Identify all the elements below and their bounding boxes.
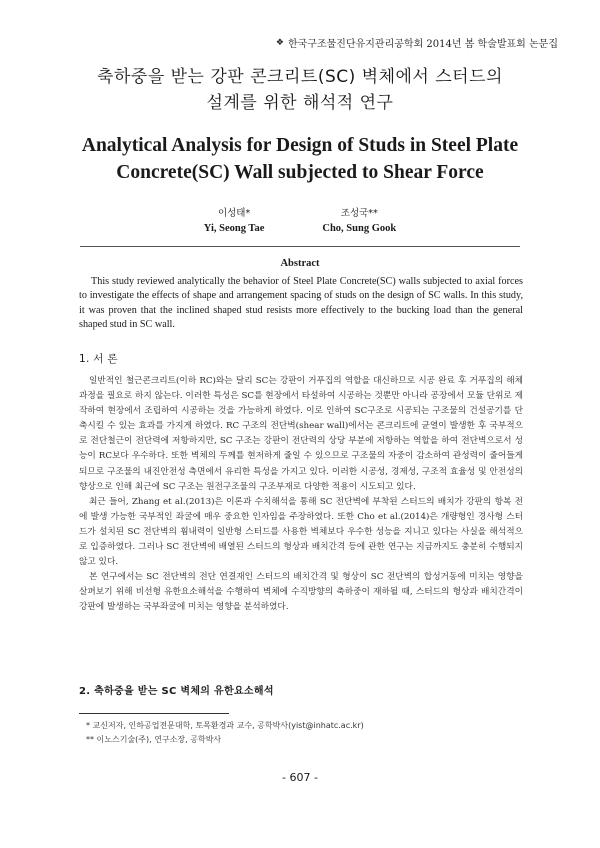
section-1-paragraph: 본 연구에서는 SC 전단벽의 전단 연결재인 스터드의 배치간격 및 형상이 SC 전단벽의 합성거동에 미치는 영향을 살펴보기 위해 비선형 유한요소해석을 수행하여 벽체에 수직방향의 축하중이 재하될 때, 스터드의 형상과 배치간격이 강판에 발생하는 국부좌굴에 미치는 영향을 분석하였다. — [79, 572, 523, 613]
page-number: - 607 - — [282, 771, 318, 784]
korean-title-line1: 축하중을 받는 강판 콘크리트(SC) 벽체에서 스터드의 — [97, 67, 503, 87]
section-2-heading: 2. 축하중을 받는 SC 벽체의 유한요소해석 — [79, 686, 274, 697]
author-2 — [322, 206, 396, 236]
footnote-divider — [79, 713, 229, 714]
english-title — [40, 132, 560, 186]
title-divider — [80, 246, 520, 247]
footnotes — [86, 719, 364, 746]
korean-title — [40, 64, 560, 116]
author-1-korean-name: 이성태* — [217, 208, 251, 219]
author-2-korean-name: 조성국** — [340, 208, 378, 219]
section-1-body — [79, 374, 523, 616]
footnote-1: * 교신저자, 인하공업전문대학, 토목환경과 교수, 공학박사(yist@inhatc.ac.kr) — [86, 721, 364, 730]
korean-title-line2: 설계를 위한 해석적 연구 — [206, 93, 394, 113]
abstract-text: This study reviewed analytically the behavior of Steel Plate Concrete(SC) walls subjected to axial forces to investigate the effects of shape and arrangement spacing of studs on the design of SC walls. In this study, it was proven that the inclined shaped stud resists more effectively to the bucking load than the general shaped stud in SC wall. — [79, 276, 523, 331]
author-list — [0, 206, 600, 236]
bullet-list-icon: ❖ — [275, 37, 284, 48]
author-1-english-name: Yi, Seong Tae — [203, 223, 265, 234]
english-title-line2: Concrete(SC) Wall subjected to Shear Force — [116, 162, 484, 183]
abstract-heading: Abstract — [280, 258, 320, 269]
author-2-english-name: Cho, Sung Gook — [322, 223, 397, 234]
author-1 — [204, 206, 265, 236]
section-1-heading: 1. 서 론 — [79, 353, 118, 365]
conference-header — [276, 35, 558, 50]
section-1-paragraph: 일반적인 철근콘크리트(이하 RC)와는 달리 SC는 강판이 거푸집의 역할을 대신하므로 시공 완료 후 거푸집의 해체과정을 필요로 하지 않는다. 이러한 특성은 SC를 현장에서 타설하여 시공하는 것뿐만 아니라 공장에서 모듈 단위로 제작하여 현장에서 조립하여 시공하는 것을 가능하게 하였다. 이로 인하여 SC구조로 시공되는 구조물의 건설공기를 단축시킬 수 있는 효과를 가지게 하였다. RC 구조의 전단벽(shear wall)에서는 콘크리트에 균열이 발생한 후 국부적으로 전단철근이 전단력에 저항하지만, SC 구조는 강판이 전단력의 상당 부분에 저항하는 역할을 하여 전단벽으로서 성능이 RC보다 우수하다. 또한 벽체의 두께를 현저하게 줄일 수 있으므로 구조물의 자중이 감소하여 관성력이 줄어들게 되므로 구조물의 내진안전성 측면에서 유리한 특성을 가지고 있다. 이러한 시공성, 경제성, 구조적 효율성 및 안전성의 향상으로 인해 최근에 SC 구조는 원전구조물의 구조부재로 다양한 적용이 시도되고 있다. — [79, 376, 523, 492]
footnote-2: ** 이노스기술(주), 연구소장, 공학박사 — [86, 734, 222, 744]
english-title-line1: Analytical Analysis for Design of Studs in Steel Plate — [81, 135, 519, 156]
section-1-paragraph: 최근 들어, Zhang et al.(2013)은 이론과 수치해석을 통해 SC 전단벽에 부착된 스터드의 배치가 강판의 항복 전에 발생 가능한 국부적인 좌굴에 매우 중요한 인자임을 주장하였다. 또한 Cho et al.(2014)은 개량형인 경사형 스터드가 설치된 SC 전단벽의 휨내력이 일반형 스터드를 사용한 벽체보다 우수한 성능을 지니고 있다는 사실을 해석적으로 입증하였다. 그러나 SC 전단벽에 배열된 스터드의 형상과 배치간격 등에 관한 연구는 지금까지도 충분히 수행되지 않고 있다. — [79, 496, 523, 568]
conference-header-text: 한국구조물진단유지관리공학회 2014년 봄 학술발표회 논문집 — [287, 39, 558, 50]
